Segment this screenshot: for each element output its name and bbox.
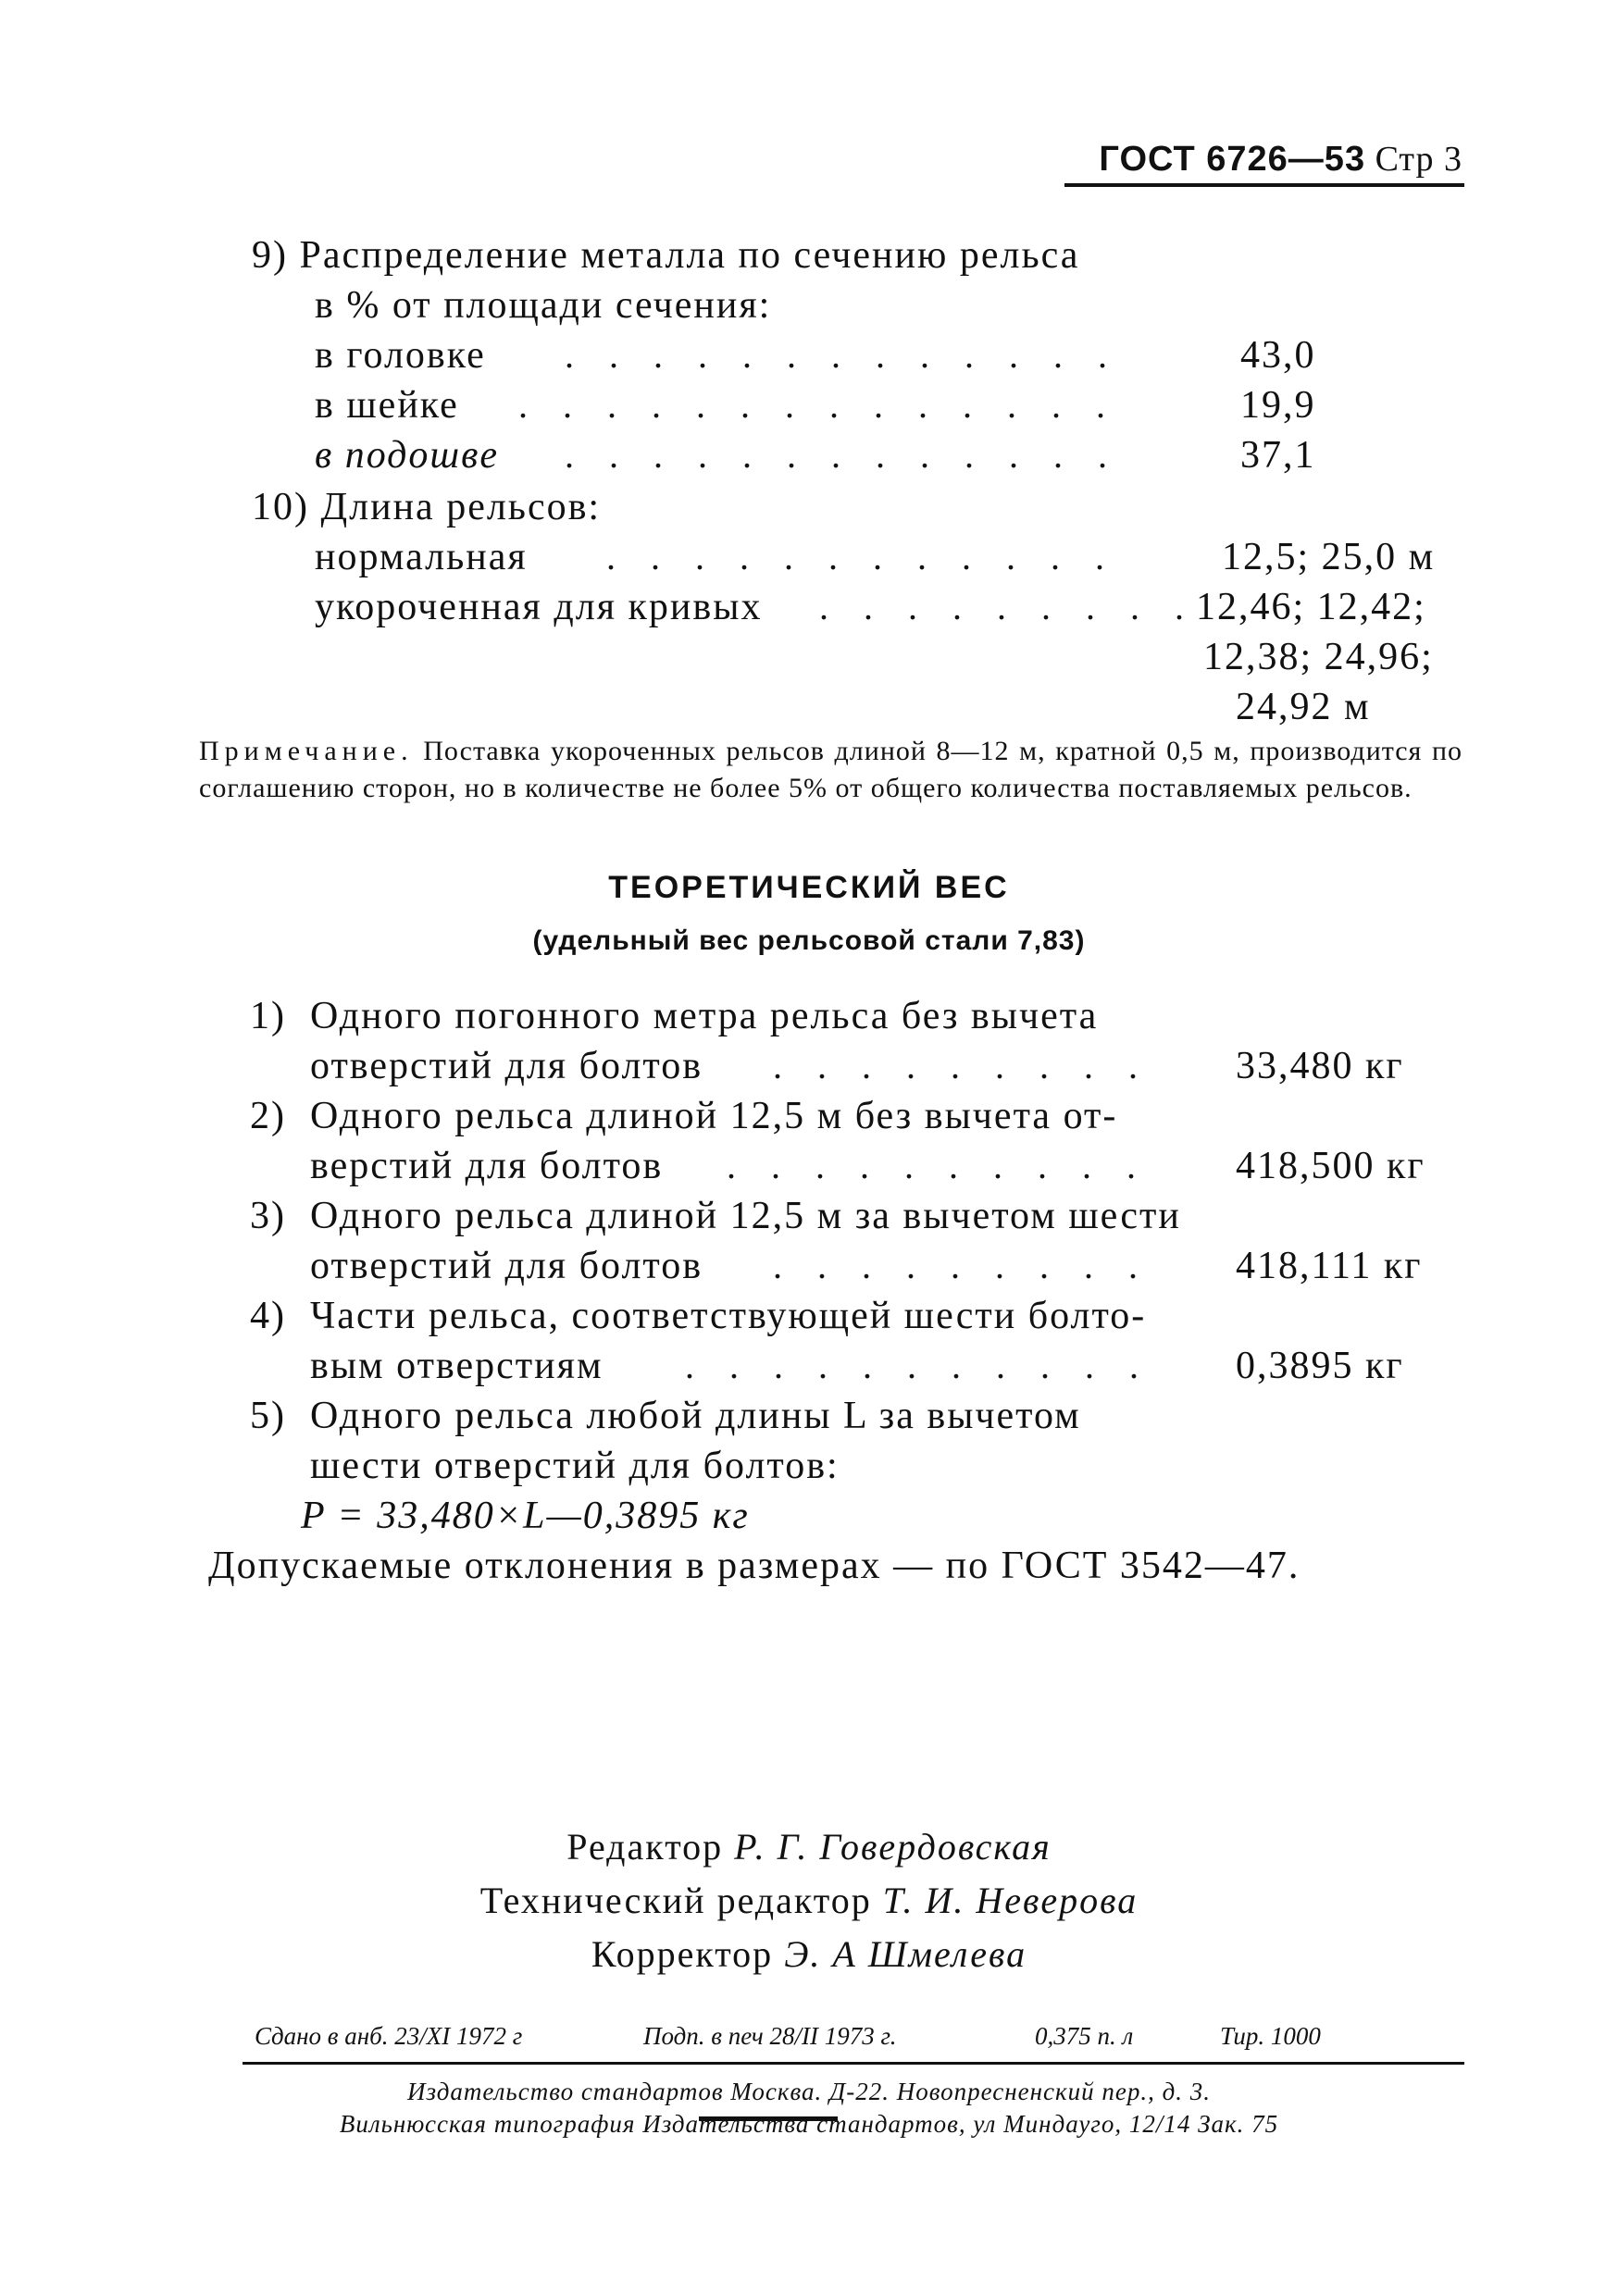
section9-subtitle: в % от площади сечения: <box>315 284 772 327</box>
leader-dots: . . . . . . . . . . . . . . <box>518 384 1118 426</box>
length-short-value-3: 24,92 м <box>1236 686 1371 728</box>
leader-dots: . . . . . . . . . . <box>727 1145 1149 1186</box>
distribution-value-base: 37,1 <box>1240 434 1316 477</box>
distribution-label-web: в шейке <box>315 384 459 427</box>
item-number: 2) <box>250 1095 286 1137</box>
page-number: Стр 3 <box>1375 140 1462 179</box>
imprint-submitted: Сдано в анб. 23/XI 1972 г <box>255 2022 523 2050</box>
credit-proofreader <box>0 1932 1618 1976</box>
item-line: Одного погонного метра рельса без вычета <box>310 995 1099 1037</box>
distribution-value-web: 19,9 <box>1240 384 1316 427</box>
length-normal-value: 12,5; 25,0 м <box>1222 536 1436 578</box>
section-subheading: (удельный вес рельсовой стали 7,83) <box>532 925 1086 956</box>
distribution-label-head: в головке <box>315 334 486 377</box>
item-line: Одного рельса любой длины L за вычетом <box>310 1395 1081 1437</box>
imprint-publisher: Издательство стандартов Москва. Д-22. Новопресненский пер., д. 3. <box>407 2078 1211 2105</box>
item-line: шести отверстий для болтов: <box>310 1445 840 1487</box>
leader-dots: . . . . . . . . . <box>819 586 1197 627</box>
item-number: 1) <box>250 995 286 1037</box>
imprint-rule <box>243 2062 1464 2065</box>
item-line: Одного рельса длиной 12,5 м за вычетом шести <box>310 1195 1181 1237</box>
imprint-sheets: 0,375 п. л <box>1035 2022 1134 2050</box>
section9-title: 9) Распределение металла по сечению рельса <box>252 234 1080 277</box>
standard-number: ГОСТ 6726—53 <box>1099 140 1366 179</box>
credit-role: Корректор <box>591 1933 774 1975</box>
credit-name: Э. А Шмелева <box>784 1933 1027 1975</box>
credit-name: Р. Г. Говердовская <box>734 1826 1052 1868</box>
leader-dots: . . . . . . . . . <box>773 1245 1151 1286</box>
leader-dots: . . . . . . . . . . . <box>685 1345 1151 1386</box>
item-value: 33,480 кг <box>1236 1045 1404 1087</box>
credit-role: Редактор <box>566 1826 724 1868</box>
imprint-printer: Вильнюсская типография Издательства стандартов, ул Миндауго, 12/14 Зак. 75 <box>339 2110 1279 2138</box>
item-line: Одного рельса длиной 12,5 м без вычета от- <box>310 1095 1118 1137</box>
note-text: Поставка укороченных рельсов длиной 8—12 м, кратной 0,5 м, производится по соглашению сторон, но в количестве не более 5% от общего количества поставляемых рельсов. <box>199 736 1462 803</box>
header-rule <box>1064 183 1464 187</box>
item-number: 3) <box>250 1195 286 1237</box>
item-number: 5) <box>250 1395 286 1437</box>
section10-title: 10) Длина рельсов: <box>252 486 602 528</box>
length-short-value-1: 12,46; 12,42; <box>1196 586 1426 628</box>
distribution-label-base: в подошве <box>315 434 500 477</box>
item-line: верстий для болтов <box>310 1145 664 1187</box>
page-header <box>1074 139 1462 180</box>
credit-role: Технический редактор <box>479 1880 872 1921</box>
item-value: 418,111 кг <box>1236 1245 1423 1287</box>
item-line: вым отверстиям <box>310 1345 604 1387</box>
item-line: Части рельса, соответствующей шести болто- <box>310 1295 1147 1337</box>
item-value: 0,3895 кг <box>1236 1345 1404 1387</box>
credit-tech-editor <box>0 1879 1618 1922</box>
item-value: 418,500 кг <box>1236 1145 1425 1187</box>
length-short-label: укороченная для кривых <box>315 586 763 628</box>
distribution-value-head: 43,0 <box>1240 334 1316 377</box>
length-short-value-2: 12,38; 24,96; <box>1203 636 1434 678</box>
leader-dots: . . . . . . . . . . . . . <box>565 334 1120 376</box>
item-number: 4) <box>250 1295 286 1337</box>
imprint-signed: Подп. в печ 28/II 1973 г. <box>643 2022 897 2050</box>
tolerance-line: Допускаемые отклонения в размерах — по ГОСТ 3542—47. <box>208 1545 1301 1587</box>
leader-dots: . . . . . . . . . . . . <box>606 536 1117 577</box>
note-paragraph <box>199 733 1462 807</box>
length-normal-label: нормальная <box>315 536 528 578</box>
credit-editor <box>0 1825 1618 1868</box>
leader-dots: . . . . . . . . . <box>773 1045 1151 1086</box>
section-heading: ТЕОРЕТИЧЕСКИЙ ВЕС <box>608 870 1010 905</box>
weight-formula: P = 33,480×L—0,3895 кг <box>301 1495 750 1537</box>
note-prefix: Примечание. <box>199 736 414 766</box>
leader-dots: . . . . . . . . . . . . . <box>565 434 1120 476</box>
credit-name: Т. И. Неверова <box>882 1880 1139 1921</box>
imprint-print-run: Тир. 1000 <box>1220 2022 1321 2050</box>
item-line: отверстий для болтов <box>310 1045 703 1087</box>
item-line: отверстий для болтов <box>310 1245 703 1287</box>
